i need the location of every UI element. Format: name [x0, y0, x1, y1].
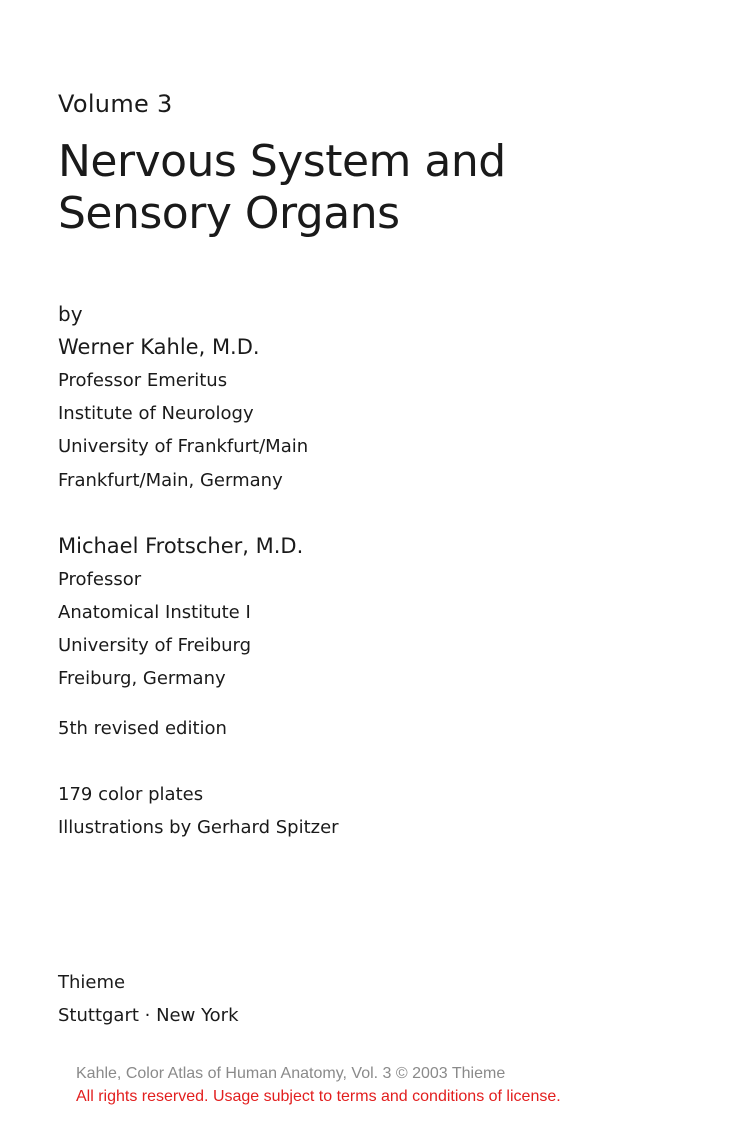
author-1-affiliation-1: Professor Emeritus: [58, 370, 228, 391]
license-notice: All rights reserved. Usage subject to terms and conditions of license.: [76, 1088, 561, 1105]
book-title-line-2: Sensory Organs: [58, 188, 400, 239]
by-label: by: [58, 302, 83, 326]
author-2-name: Michael Frotscher, M.D.: [58, 534, 304, 558]
author-2-affiliation-1: Professor: [58, 569, 142, 590]
book-title: [58, 136, 506, 240]
author-1-affiliation-3: University of Frankfurt/Main: [58, 436, 309, 457]
publisher-name: Thieme: [58, 972, 126, 993]
edition: 5th revised edition: [58, 718, 227, 739]
publisher-cities: Stuttgart · New York: [58, 1005, 239, 1026]
plates-count: 179 color plates: [58, 784, 204, 805]
author-2-affiliation-2: Anatomical Institute I: [58, 602, 251, 623]
copyright-notice: Kahle, Color Atlas of Human Anatomy, Vol. 3 © 2003 Thieme: [76, 1065, 506, 1082]
book-title-line-1: Nervous System and: [58, 136, 506, 187]
volume-label: Volume 3: [58, 90, 173, 118]
author-1-affiliation-2: Institute of Neurology: [58, 403, 254, 424]
author-2-affiliation-3: University of Freiburg: [58, 635, 252, 656]
author-2-affiliation-4: Freiburg, Germany: [58, 668, 226, 689]
author-1-affiliation-4: Frankfurt/Main, Germany: [58, 470, 283, 491]
illustrations-credit: Illustrations by Gerhard Spitzer: [58, 817, 339, 838]
author-1-name: Werner Kahle, M.D.: [58, 335, 260, 359]
